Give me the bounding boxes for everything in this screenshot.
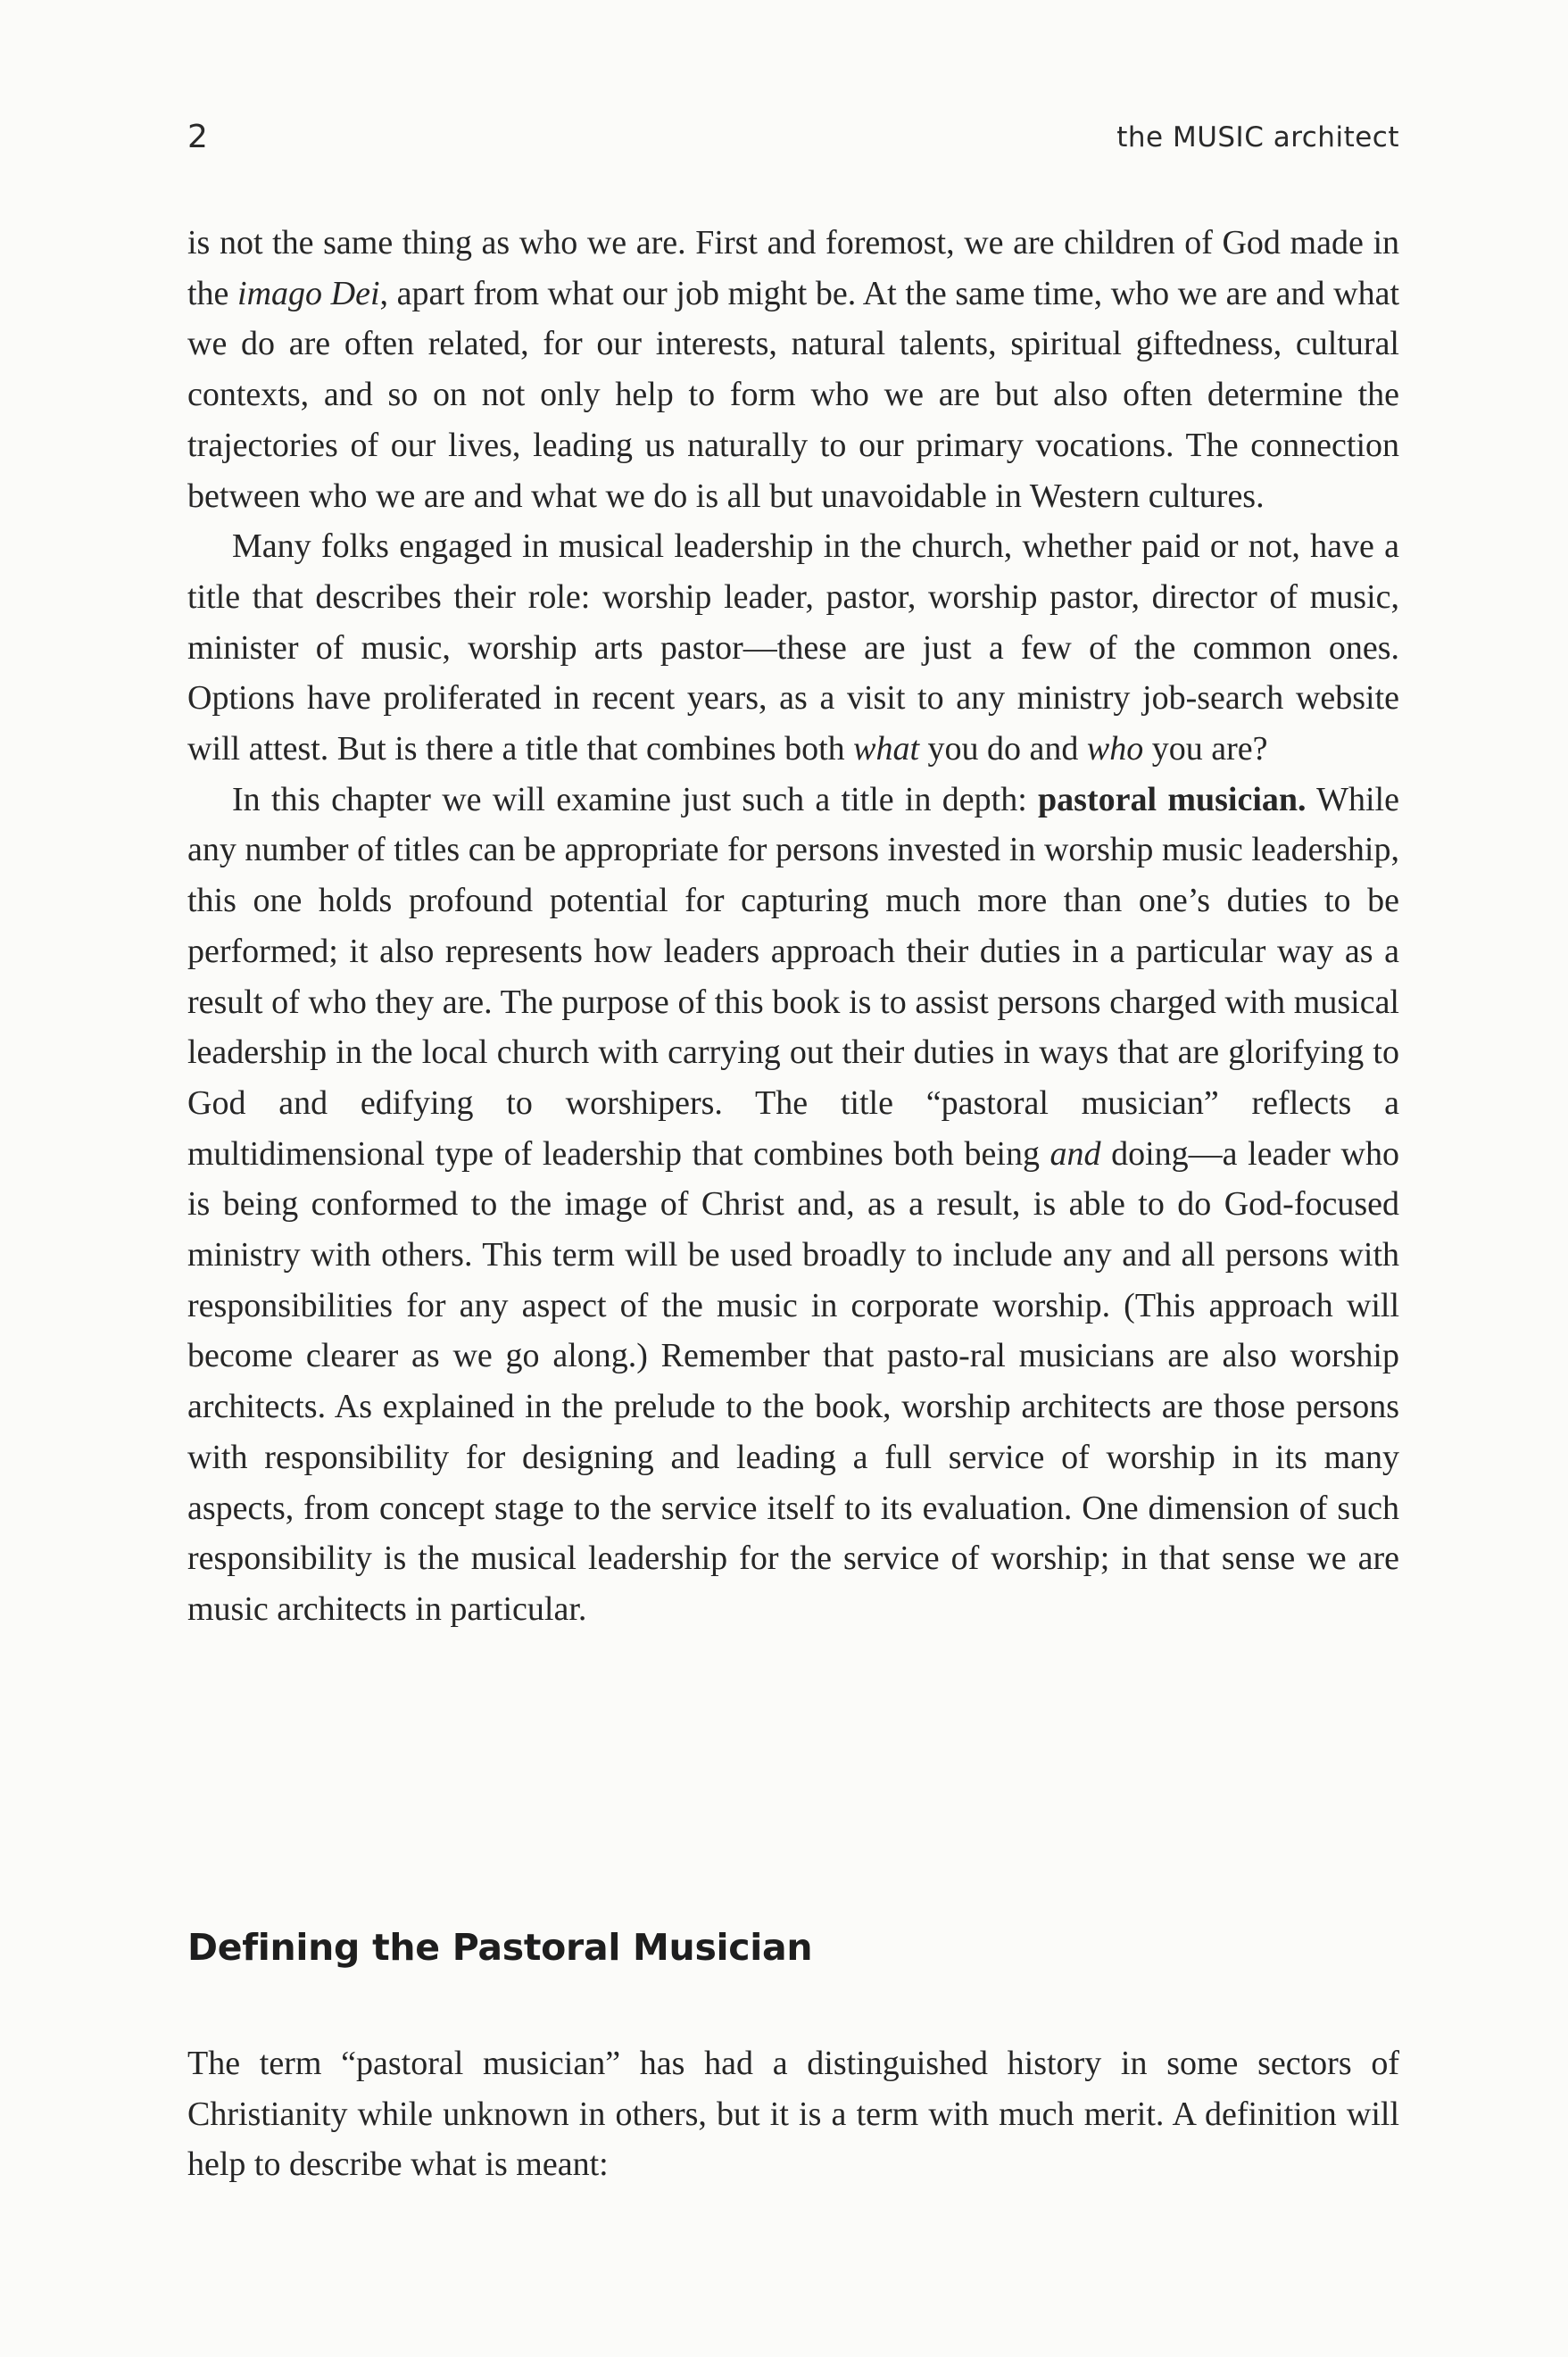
body-text bbox=[187, 218, 1399, 1635]
section-heading: Defining the Pastoral Musician bbox=[187, 1926, 813, 1969]
running-head bbox=[187, 114, 1399, 161]
italic-term-and: and bbox=[1049, 1134, 1101, 1173]
page-number: 2 bbox=[187, 119, 208, 155]
paragraph-titles: Many folks engaged in musical leadership in the church, whether paid or not, have a title that describes their role: worship leader, pastor, worship pastor, director of music, minister of music, worship arts pastor—these are just a few of the common ones. Options have proliferated in recent years, as a visit to any ministry job-search website will attest. But is there a title that combines both what you do and who you are? bbox=[187, 527, 1399, 768]
section-paragraph: The term “pastoral musician” has had a distinguished history in some sectors of Christianity while unknown in others, but it is a term with much merit. A definition will help to describe what is meant: bbox=[187, 2045, 1399, 2184]
italic-term-what: what bbox=[853, 730, 920, 768]
section-body bbox=[187, 2038, 1399, 2190]
paragraph-pastoral-musician: In this chapter we will examine just such a title in depth: pastoral musician. While any number of titles can be appropriate for persons invested in worship music leadership, this one holds profound potential for capturing much more than one’s duties to be performed; it also represents how leaders approach their duties in a particular way as a result of who they are. The purpose of this book is to assist persons charged with musical leadership in the local church with carrying out their duties in ways that are glorifying to God and edifying to worshipers. The title “pastoral musician” reflects a multidimensional type of leadership that combines both being and doing—a leader who is being conformed to the image of Christ and, as a result, is able to do God-focused ministry with others. This term will be used broadly to include any and all persons with responsibilities for any aspect of the music in corporate worship. (This approach will become clearer as we go along.) Remember that pasto-ral musicians are also worship architects. As explained in the prelude to the book, worship architects are those persons with responsibility for designing and leading a full service of worship in its many aspects, from concept stage to the service itself to its evaluation. One dimension of such responsibility is the musical leadership for the service of worship; in that sense we are music architects in particular. bbox=[187, 780, 1399, 1628]
italic-term-who: who bbox=[1086, 730, 1144, 768]
paragraph-continuation: is not the same thing as who we are. First and foremost, we are children of God made in the imago Dei, apart from what our job might be. At the same time, who we are and what we do are often related, for our interests, natural talents, spiritual giftedness, cultural contexts, and so on not only help to form who we are but also often determine the trajectories of our lives, leading us naturally to our primary vocations. The connection between who we are and what we do is all but unavoidable in Western cultures. bbox=[187, 224, 1399, 515]
italic-term-imago-dei: imago Dei bbox=[237, 274, 380, 312]
bold-term-pastoral-musician: pastoral musician. bbox=[1038, 780, 1307, 818]
running-head-book-title: the MUSIC architect bbox=[1116, 121, 1399, 154]
